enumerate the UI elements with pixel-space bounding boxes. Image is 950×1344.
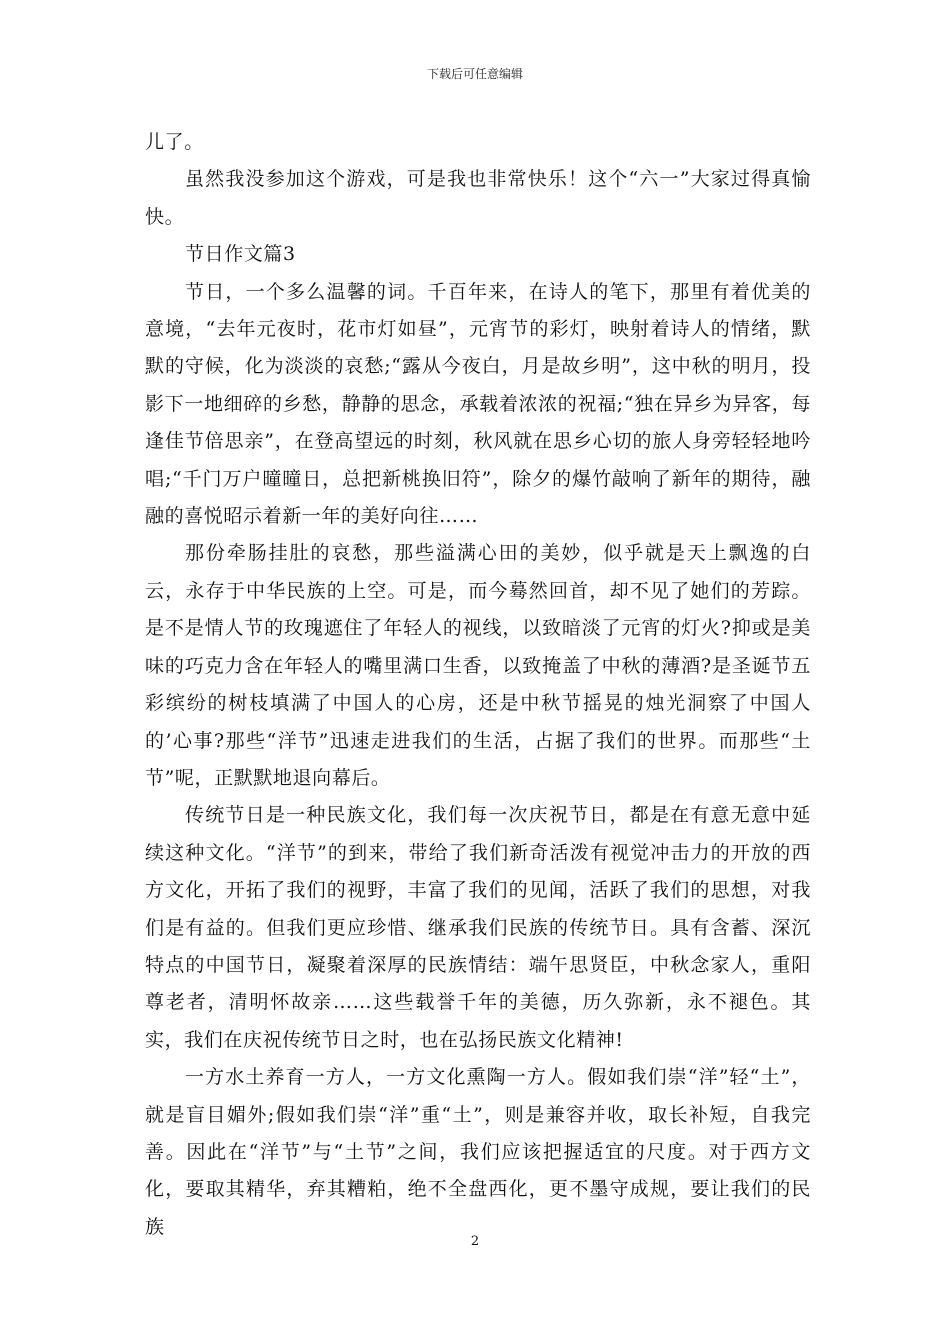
- document-body: [145, 124, 811, 1246]
- page-number: 2: [470, 1234, 480, 1249]
- paragraph: 那份牵肠挂肚的哀愁，那些溢满心田的美妙，似乎就是天上飘逸的白云，永存于中华民族的上空。可是，而今蓦然回首，却不见了她们的芳踪。是不是情人节的玫瑰遮住了年轻人的视线，以致暗淡了元宵的灯火?抑或是美味的巧克力含在年轻人的嘴里满口生香，以致掩盖了中秋的薄酒?是圣诞节五彩缤纷的树枝填满了中国人的心房，还是中秋节摇晃的烛光洞察了中国人的’心事?那些“洋节”迅速走进我们的生活，占据了我们的世界。而那些“土节”呢，正默默地退向幕后。: [145, 542, 811, 789]
- paragraph: 儿了。: [145, 131, 204, 153]
- paragraph: 一方水土养育一方人，一方文化熏陶一方人。假如我们崇“洋”轻“土”，就是盲目媚外;假如我们崇“洋”重“土”，则是兼容并收，取长补短，自我完善。因此在“洋节”与“土节”之间，我们应该把握适宜的尺度。对于西方文化，要取其精华，弃其糟粕，绝不全盘西化，更不墨守成规，要让我们的民族: [145, 1066, 811, 1238]
- paragraph: 传统节日是一种民族文化，我们每一次庆祝节日，都是在有意无意中延续这种文化。“洋节”的到来，带给了我们新奇活泼有视觉冲击力的开放的西方文化，开拓了我们的视野，丰富了我们的见闻，活跃了我们的思想，对我们是有益的。但我们更应珍惜、继承我们民族的传统节日。具有含蓄、深沉特点的中国节日，凝聚着深厚的民族情结：端午思贤臣，中秋念家人，重阳尊老者，清明怀故亲……这些载誉千年的美德，历久弥新，永不褪色。其实，我们在庆祝传统节日之时，也在弘扬民族文化精神!: [145, 804, 811, 1051]
- section-title: 节日作文篇3: [185, 243, 296, 266]
- page-header: 下载后可任意编辑: [426, 67, 523, 81]
- paragraph: 节日，一个多么温馨的词。千百年来，在诗人的笔下，那里有着优美的意境，“去年元夜时，花市灯如昼”，元宵节的彩灯，映射着诗人的情绪，默默的守候，化为淡淡的哀愁;“露从今夜白，月是故乡明”，这中秋的明月，投影下一地细碎的乡愁，静静的思念，承载着浓浓的祝福;“独在异乡为异客，每逢佳节倍思亲”，在登高望远的时刻，秋风就在思乡心切的旅人身旁轻轻地吟唱;“千门万户曈曈日，总把新桃换旧符”，除夕的爆竹敲响了新年的期待，融融的喜悦昭示着新一年的美好向往……: [145, 280, 811, 528]
- paragraph: 虽然我没参加这个游戏，可是我也非常快乐！这个“六一”大家过得真愉快。: [145, 168, 811, 228]
